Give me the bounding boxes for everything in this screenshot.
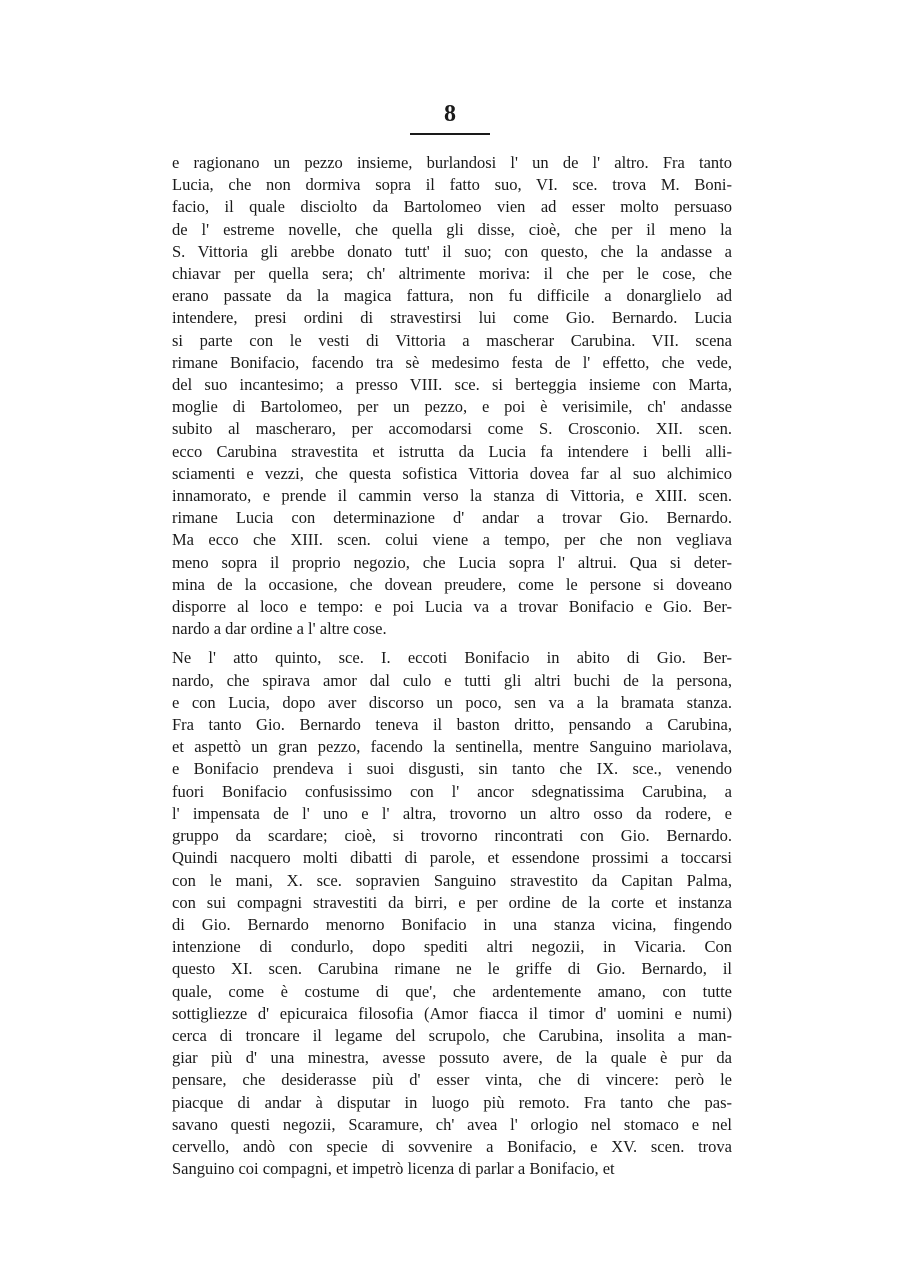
text-line: mina de la occasione, che dovean preudere, come le persone si doveano — [172, 574, 732, 594]
text-line: Ne l' atto quinto, sce. I. eccoti Bonifacio in abito di Gio. Ber- — [172, 648, 732, 668]
text-line: disporre al loco e tempo: e poi Lucia va a trovar Bonifacio e Gio. Ber- — [172, 597, 732, 617]
text-line: fuori Bonifacio confusissimo con l' ancor sdegnatissima Carubina, a — [172, 781, 732, 801]
text-line: nardo a dar ordine a l' altre cose. — [172, 619, 387, 639]
text-line: sottigliezze d' epicuraica filosofia (Amor fiacca il timor d' uomini e numi) — [172, 1003, 732, 1023]
text-line: del suo incantesimo; a presso VIII. sce. si berteggia insieme con Marta, — [172, 375, 732, 395]
text-line: intenzione di condurlo, dopo spediti altri negozii, in Vicaria. Con — [172, 937, 732, 957]
text-line: rimane Lucia con determinazione d' andar a trovar Gio. Bernardo. — [172, 508, 732, 528]
text-line: rimane Bonifacio, facendo tra sè medesimo festa de l' effetto, che vede, — [172, 352, 732, 372]
text-line: Lucia, che non dormiva sopra il fatto suo, VI. sce. trova M. Boni- — [172, 175, 732, 195]
text-line: facio, il quale disciolto da Bartolomeo vien ad esser molto persuaso — [172, 197, 732, 217]
text-line: cerca di troncare il legame del scrupolo, che Carubina, insolita a man- — [172, 1025, 732, 1045]
text-line: giar più d' una minestra, avesse possuto avere, de la quale è pur da — [172, 1048, 732, 1068]
paragraph — [172, 647, 732, 1180]
text-line: meno sopra il proprio negozio, che Lucia sopra l' altrui. Qua si deter- — [172, 552, 732, 572]
paragraph-gap — [172, 640, 732, 647]
text-line: sciamenti e vezzi, che questa sofistica Vittoria dovea far al suo alchimico — [172, 463, 732, 483]
text-line: savano questi negozii, Scaramure, ch' avea l' orlogio nel stomaco e nel — [172, 1114, 732, 1134]
text-line: innamorato, e prende il cammin verso la stanza di Vittoria, e XIII. scen. — [172, 486, 732, 506]
text-line: Sanguino coi compagni, et impetrò licenza di parlar a Bonifacio, et — [172, 1159, 615, 1179]
text-line: e Bonifacio prendeva i suoi disgusti, sin tanto che IX. sce., venendo — [172, 759, 732, 779]
text-line: erano passate da la magica fattura, non fu difficile a donarglielo ad — [172, 286, 732, 306]
text-line: pensare, che desiderasse più d' esser vinta, che di vincere: però le — [172, 1070, 732, 1090]
text-line: ecco Carubina stravestita et istrutta da Lucia fa intendere i belli alli- — [172, 441, 732, 461]
paragraph — [172, 152, 732, 640]
text-line: si parte con le vesti di Vittoria a mascherar Carubina. VII. scena — [172, 330, 732, 350]
text-line: questo XI. scen. Carubina rimane ne le griffe di Gio. Bernardo, il — [172, 959, 732, 979]
text-line: moglie di Bartolomeo, per un pezzo, e poi è verisimile, ch' andasse — [172, 397, 732, 417]
text-line: intendere, presi ordini di stravestirsi lui come Gio. Bernardo. Lucia — [172, 308, 732, 328]
text-line: piacque di andar à disputar in luogo più remoto. Fra tanto che pas- — [172, 1092, 732, 1112]
text-line: Ma ecco che XIII. scen. colui viene a tempo, per che non vegliava — [172, 530, 732, 550]
page-number: 8 — [444, 101, 456, 127]
text-line: et aspettò un gran pezzo, facendo la sentinella, mentre Sanguino mariolava, — [172, 737, 732, 757]
text-line: con le mani, X. sce. sopravien Sanguino stravestito da Capitan Palma, — [172, 870, 732, 890]
text-line: quale, come è costume di que', che ardentemente amano, con tutte — [172, 981, 732, 1001]
page-number-rule — [410, 133, 490, 135]
page-text — [172, 152, 732, 1180]
text-line: gruppo da scardare; cioè, si trovorno rincontrati con Gio. Bernardo. — [172, 826, 732, 846]
text-line: S. Vittoria gli arebbe donato tutt' il suo; con questo, che la andasse a — [172, 241, 732, 261]
text-line: subito al mascheraro, per accomodarsi come S. Crosconio. XII. scen. — [172, 419, 732, 439]
text-line: de l' estreme novelle, che quella gli disse, cioè, che per il meno la — [172, 219, 732, 239]
text-line: con sui compagni stravestiti da birri, e per ordine de la corte et instanza — [172, 892, 732, 912]
text-line: di Gio. Bernardo menorno Bonifacio in una stanza vicina, fingendo — [172, 914, 732, 934]
text-line: Quindi nacquero molti dibatti di parole, et essendone prossimi a toccarsi — [172, 848, 732, 868]
text-line: e con Lucia, dopo aver discorso un poco, sen va a la bramata stanza. — [172, 692, 732, 712]
text-line: e ragionano un pezzo insieme, burlandosi l' un de l' altro. Fra tanto — [172, 153, 732, 172]
text-line: Fra tanto Gio. Bernardo teneva il baston dritto, pensando a Carubina, — [172, 715, 732, 735]
text-line: nardo, che spirava amor dal culo e tutti gli altri buchi de la persona, — [172, 670, 732, 690]
text-line: chiavar per quella sera; ch' altrimente moriva: il che per le cose, che — [172, 264, 732, 284]
text-line: l' impensata de l' uno e l' altra, trovorno un altro osso da rodere, e — [172, 803, 732, 823]
text-line: cervello, andò con specie di sovvenire a Bonifacio, e XV. scen. trova — [172, 1136, 732, 1156]
